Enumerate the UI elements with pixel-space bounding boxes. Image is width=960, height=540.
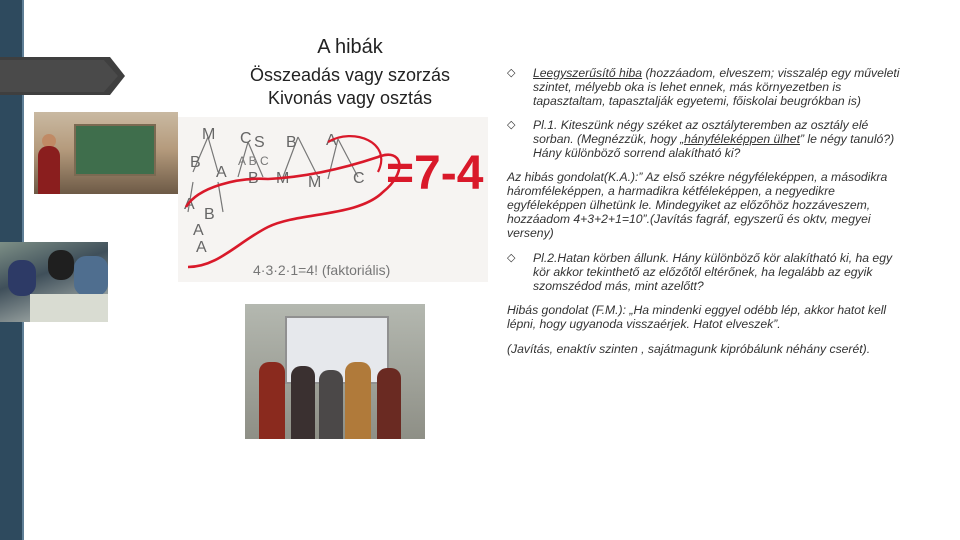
handwritten-tree-diagram-photo (178, 117, 488, 282)
factorial-text: 4·3·2·1=4! (faktoriális) (253, 262, 391, 278)
bullet-text: (hozzáadom, elveszem; visszalép egy műveleti szintet, mélyebb oka is lehet ennek, más környezetben is tapasztaltam, tapasztalják egyetemi, főiskolai beugrókban is) (533, 66, 900, 108)
subtitle-line-2: Kivonás vagy osztás (267, 88, 433, 108)
svg-text:A: A (326, 132, 337, 149)
slide-title: A hibák (317, 36, 383, 58)
student-figure (8, 260, 36, 296)
students-photo (0, 242, 108, 322)
bullet-text: Pl.2.Hatan körben állunk. Hány különböző kör alakítható ki, ha egy kör akkor tekinthető az előzőtől eltérőnek, ha legalább az egyik szomszédod más, mint azelőtt? (533, 251, 893, 293)
student-figure (377, 368, 401, 439)
subtitle-line-1: Összeadás vagy szorzás (249, 65, 451, 85)
student-figure (48, 250, 74, 280)
svg-text:A: A (196, 239, 207, 256)
paragraph-correction: (Javítás, enaktív szinten , sajátmagunk kipróbálunk néhány cserét). (507, 342, 871, 356)
classroom-board-photo (34, 112, 178, 194)
bullet-text-post: ” le négy tanuló?) Hány különböző sorrend alakítható ki? (533, 132, 895, 160)
equation-text: =7-4 (386, 147, 484, 200)
svg-text:B: B (248, 170, 259, 187)
arrow-banner-inner (0, 60, 118, 92)
bullet-lead: Leegyszerűsítő hiba (533, 66, 643, 80)
paragraph-error-1: Az hibás gondolat(K.A.):” Az első székre négyféleképpen, a másodikra háromféleképpen, a harmadikra kétféleképpen, a negyedikre egyféleképpen ülhetünk le. Mindegyiket az előzőhöz hozzáveszem, hozzáadom 4+3+2+1=10”.(Javítás fagráf, egyszerű és oktv, megyei verseny) (507, 170, 888, 240)
slide-body (507, 66, 902, 367)
student-figure (345, 362, 371, 439)
diamond-outline-icon: ◇ (507, 252, 516, 264)
teacher-figure (38, 146, 60, 194)
handwriting-sketch (178, 117, 488, 282)
svg-text:A: A (184, 196, 195, 213)
desk (30, 294, 108, 322)
bullet-emphasis: hányféleképpen ülhet (684, 132, 800, 146)
svg-text:B: B (286, 134, 297, 151)
slide-subtitle (220, 64, 480, 110)
letters-row: A B C (238, 154, 269, 168)
bullet-item (507, 66, 902, 108)
chalkboard (74, 124, 156, 176)
students-circle-photo (245, 304, 425, 439)
diamond-outline-icon: ◇ (507, 67, 516, 79)
bullet-item (507, 251, 902, 293)
bullet-item (507, 118, 902, 160)
diamond-outline-icon: ◇ (507, 119, 516, 131)
student-figure (259, 362, 285, 439)
student-figure (74, 256, 108, 296)
student-figure (319, 370, 343, 439)
svg-text:A: A (216, 164, 227, 181)
svg-text:S: S (254, 134, 265, 151)
svg-text:M: M (276, 170, 290, 187)
svg-text:C: C (353, 170, 365, 187)
svg-text:C: C (240, 130, 252, 147)
svg-text:M: M (308, 174, 322, 191)
paragraph-error-2: Hibás gondolat (F.M.): „Ha mindenki eggyel odébb lép, akkor hatot kell lépni, hogy ugyanoda visszaérjek. Hatot elveszek”. (507, 303, 887, 331)
svg-text:B: B (190, 154, 201, 171)
bullet-text-pre: Pl.1. Kiteszünk négy széket az osztályteremben az osztály elé sorban. (Megnézzük, hogy „ (533, 118, 869, 146)
student-figure (291, 366, 315, 439)
svg-text:B: B (204, 206, 215, 223)
svg-text:M: M (202, 126, 216, 143)
svg-text:A: A (193, 222, 204, 239)
